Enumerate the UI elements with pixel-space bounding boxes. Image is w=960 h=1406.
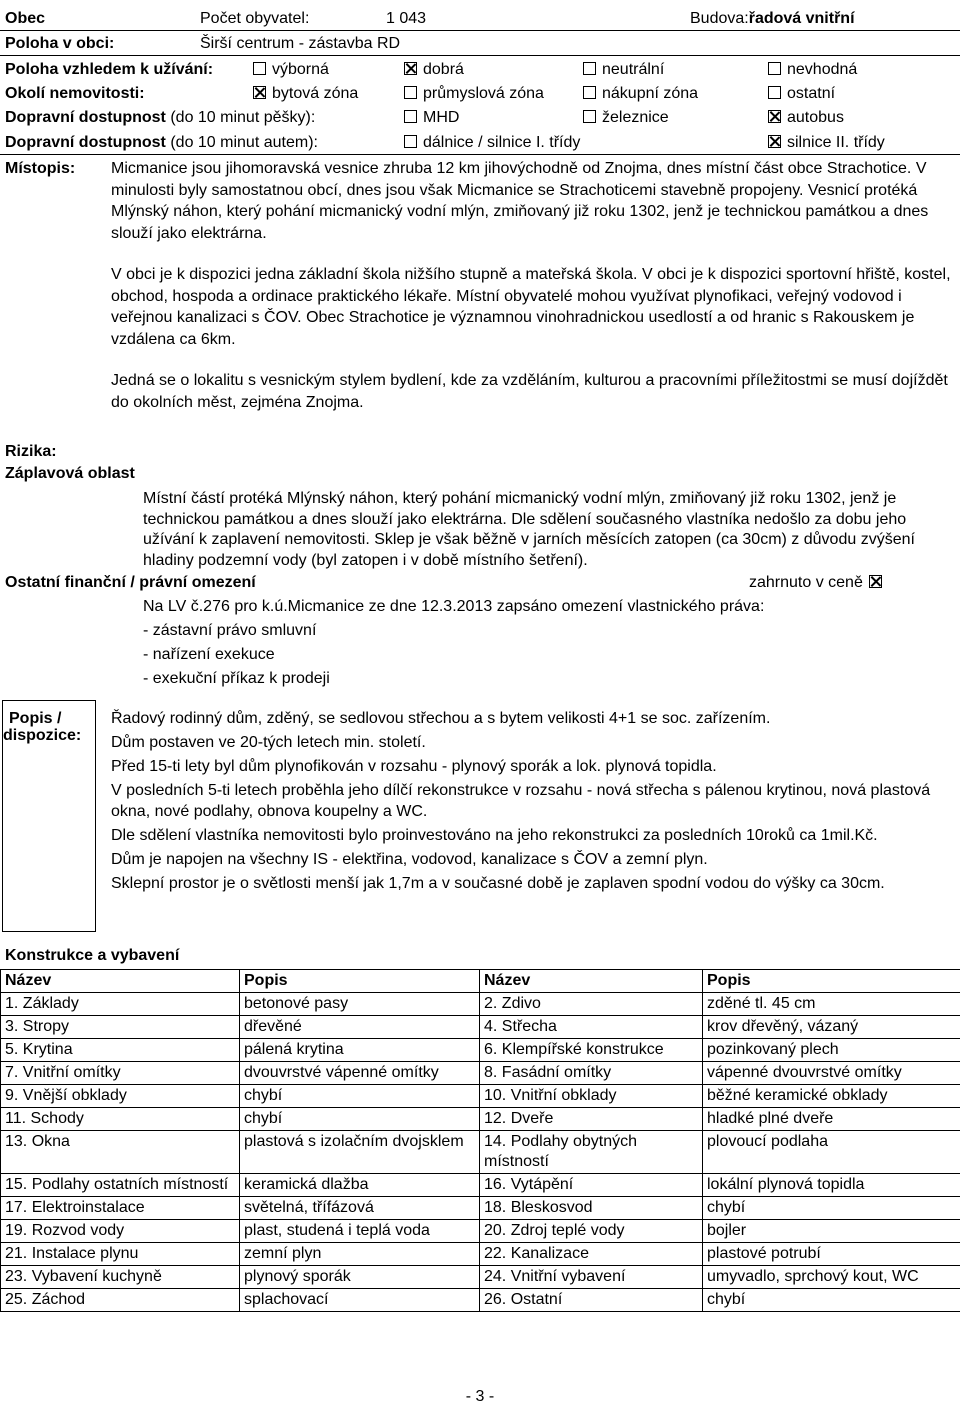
cell-popis: světelná, třífázová [240, 1197, 480, 1220]
popis-line: Dům je napojen na všechny IS - elektřina, vodovod, kanalizace s ČOV a zemní plyn. [111, 851, 708, 868]
checkbox-icon[interactable] [404, 86, 417, 99]
cell-nazev: 5. Krytina [1, 1039, 240, 1062]
checkbox-icon[interactable] [404, 110, 417, 123]
poloha-label: Poloha v obci: [5, 35, 115, 52]
option-neutralni[interactable] [583, 60, 664, 80]
checkbox-checked-icon[interactable] [869, 575, 882, 588]
uzivani-label: Poloha vzhledem k užívání: [5, 61, 214, 78]
zaplavova-text [143, 489, 951, 571]
popis-text [111, 708, 951, 894]
option-zeleznice[interactable] [583, 108, 669, 128]
option-autobus[interactable] [768, 108, 844, 128]
konstrukce-table [0, 969, 960, 1312]
cell-popis: dřevěné [240, 1016, 480, 1039]
cell-nazev: 24. Vnitřní vybavení [480, 1266, 703, 1289]
ostatni-omezeni-label: Ostatní finanční / právní omezení [5, 574, 256, 591]
mistopis-text [111, 158, 951, 413]
checkbox-checked-icon[interactable] [253, 86, 266, 99]
option-vyborna[interactable] [253, 60, 329, 80]
cell-popis: plastová s izolačním dvojsklem [240, 1131, 480, 1174]
table-row [1, 1174, 960, 1197]
option-bytova-zona[interactable] [253, 84, 358, 104]
checkbox-checked-icon[interactable] [768, 135, 781, 148]
pocet-value: 1 043 [386, 10, 427, 27]
cell-popis: krov dřevěný, vázaný [703, 1016, 960, 1039]
cell-nazev: 21. Instalace plynu [1, 1243, 240, 1266]
cell-nazev: 22. Kanalizace [480, 1243, 703, 1266]
cell-nazev: 23. Vybavení kuchyně [1, 1266, 240, 1289]
option-label: dálnice / silnice I. třídy [423, 134, 581, 151]
mistopis-label: Místopis: [5, 160, 76, 177]
mistopis-paragraph: Micmanice jsou jihomoravská vesnice zhruba 12 km jihovýchodně od Znojma, dnes místní část obce Strachotice. V minulosti byly samostatnou obcí, dnes jsou však Micmanice se Strachoticemi stavebně propojeny. Vesnicí protéká Mlýnský náhon, který pohání micmanický vodní mlýn, zmiňovaný již roku 1302, jenž je technickou památkou a dnes slouží jako elektrárna. [111, 160, 929, 242]
table-row [1, 1062, 960, 1085]
cell-popis: zděné tl. 45 cm [703, 993, 960, 1016]
cell-nazev: 11. Schody [1, 1108, 240, 1131]
cell-popis: dvouvrstvé vápenné omítky [240, 1062, 480, 1085]
cell-nazev: 6. Klempířské konstrukce [480, 1039, 703, 1062]
cell-nazev: 8. Fasádní omítky [480, 1062, 703, 1085]
table-row [1, 1039, 960, 1062]
option-label: železnice [602, 109, 669, 126]
mistopis-paragraph: V obci je k dispozici jedna základní škola nižšího stupně a mateřská škola. V obci je k dispozici sportovní hřiště, kostel, obchod, hospoda a ordinace praktického lékaře. Místní obyvatelé mohou využívat plynofikaci, veřejný vodovod i veřejnou kanalizaci s ČOV. Obec Strachotice je významnou vinohradnickou usedlostí a od hranic s Rakouskem je vzdálena ca 6km. [111, 266, 951, 348]
checkbox-icon[interactable] [583, 86, 596, 99]
option-label: MHD [423, 109, 460, 126]
table-row [1, 1108, 960, 1131]
divider [0, 55, 960, 56]
cell-nazev: 20. Zdroj teplé vody [480, 1220, 703, 1243]
checkbox-checked-icon[interactable] [768, 110, 781, 123]
cell-nazev: 17. Elektroinstalace [1, 1197, 240, 1220]
rizika-label: Rizika: [5, 443, 57, 460]
header-nazev: Název [480, 970, 703, 993]
zahrnuto-v-cene[interactable] [749, 573, 888, 593]
divider [0, 30, 960, 31]
table-row [1, 1220, 960, 1243]
konstrukce-title: Konstrukce a vybavení [5, 947, 180, 964]
checkbox-icon[interactable] [583, 110, 596, 123]
zaplavova-label: Záplavová oblast [5, 465, 135, 482]
popis-line: V posledních 5-ti letech proběhla jeho dílčí rekonstrukce v rozsahu - nová střecha s pálenou krytinou, nová plastová okna, nové podlahy, obnova koupelny a WC. [111, 782, 931, 820]
option-label: nákupní zóna [602, 85, 699, 102]
pocet-label: Počet obyvatel: [200, 10, 310, 27]
checkbox-icon[interactable] [253, 62, 266, 75]
okoli-label: Okolí nemovitosti: [5, 85, 145, 102]
cell-nazev: 25. Záchod [1, 1289, 240, 1312]
table-row [1, 1243, 960, 1266]
cell-popis: chybí [240, 1108, 480, 1131]
option-label: výborná [272, 61, 329, 78]
checkbox-icon[interactable] [583, 62, 596, 75]
cell-popis: plynový sporák [240, 1266, 480, 1289]
omezeni-line: - exekuční příkaz k prodeji [143, 670, 330, 687]
option-dalnice[interactable] [404, 133, 580, 153]
header-popis: Popis [240, 970, 480, 993]
popis-line: Před 15-ti lety byl dům plynofikován v rozsahu - plynový sporák a lok. plynová topidla. [111, 758, 717, 775]
table-row [1, 1016, 960, 1039]
cell-nazev: 13. Okna [1, 1131, 240, 1174]
cell-popis: hladké plné dveře [703, 1108, 960, 1131]
cell-nazev: 10. Vnitřní obklady [480, 1085, 703, 1108]
header-popis: Popis [703, 970, 960, 993]
cell-popis: lokální plynová topidla [703, 1174, 960, 1197]
budova-label: Budova: [690, 10, 749, 27]
checkbox-icon[interactable] [768, 86, 781, 99]
table-row [1, 1085, 960, 1108]
zaplavova-paragraph: Místní částí protéká Mlýnský náhon, který pohání micmanický vodní mlýn, zmiňovaný již roku 1302, jenž je technickou památkou a dnes slouží jako elektrárna. Dle sdělení současného vlastníka nedošlo za dobu jeho užívání k zaplavení nemovitosti. Sklep je však běžně v jarních měsících zatopen (ca 30cm) z důvodu zvýšení hladiny podzemní vody (byl zatopen i v době místního šetření). [143, 490, 915, 569]
cell-nazev: 2. Zdivo [480, 993, 703, 1016]
cell-nazev: 3. Stropy [1, 1016, 240, 1039]
page-number: - 3 - [465, 1388, 495, 1405]
budova-field [690, 9, 855, 29]
option-label: dobrá [423, 61, 464, 78]
label-bold: Dopravní dostupnost [5, 109, 166, 126]
table-row [1, 1289, 960, 1312]
cell-popis: pálená krytina [240, 1039, 480, 1062]
popis-line: Dům postaven ve 20-tých letech min. století. [111, 734, 426, 751]
cell-nazev: 12. Dveře [480, 1108, 703, 1131]
divider [0, 154, 960, 155]
cell-nazev: 18. Bleskosvod [480, 1197, 703, 1220]
cell-popis: běžné keramické obklady [703, 1085, 960, 1108]
cell-nazev: 16. Vytápění [480, 1174, 703, 1197]
cell-popis: zemní plyn [240, 1243, 480, 1266]
option-label: bytová zóna [272, 85, 359, 102]
cell-popis: chybí [240, 1085, 480, 1108]
option-nakupni-zona[interactable] [583, 84, 698, 104]
option-silnice-ii[interactable] [768, 133, 885, 153]
poloha-value: Širší centrum - zástavba RD [200, 35, 401, 52]
budova-value: řadová vnitřní [748, 10, 855, 27]
table-row [1, 993, 960, 1016]
dostupnost-autem-label [5, 133, 318, 153]
option-label: neutrální [602, 61, 665, 78]
obec-label: Obec [5, 10, 46, 27]
cell-popis: keramická dlažba [240, 1174, 480, 1197]
cell-popis: chybí [703, 1289, 960, 1312]
checkbox-icon[interactable] [768, 62, 781, 75]
cell-nazev: 26. Ostatní [480, 1289, 703, 1312]
cell-popis: pozinkovaný plech [703, 1039, 960, 1062]
cell-popis: plovoucí podlaha [703, 1131, 960, 1174]
popis-line: Sklepní prostor je o světlosti menší jak 1,7m a v současné době je zaplaven spodní vodou do výšky ca 30cm. [111, 875, 885, 892]
cell-popis: bojler [703, 1220, 960, 1243]
option-mhd[interactable] [404, 108, 459, 128]
checkbox-checked-icon[interactable] [404, 62, 417, 75]
cell-popis: splachovací [240, 1289, 480, 1312]
popis-line: Dle sdělení vlastníka nemovitosti bylo proinvestováno na jeho rekonstrukci za posledních 10roků ca 1mil.Kč. [111, 827, 878, 844]
cell-nazev: 15. Podlahy ostatních místností [1, 1174, 240, 1197]
cell-nazev: 4. Střecha [480, 1016, 703, 1039]
option-label: ostatní [787, 85, 836, 102]
checkbox-icon[interactable] [404, 135, 417, 148]
option-dobra[interactable] [404, 60, 464, 80]
cell-nazev: 7. Vnitřní omítky [1, 1062, 240, 1085]
popis-label-line2: dispozice: [3, 727, 82, 744]
table-header-row [1, 970, 960, 993]
option-label: autobus [787, 109, 844, 126]
omezeni-line: - zástavní právo smluvní [143, 622, 317, 639]
option-nevhodna[interactable] [768, 60, 857, 80]
cell-popis: vápenné dvouvrstvé omítky [703, 1062, 960, 1085]
zahrnuto-label: zahrnuto v ceně [749, 574, 863, 591]
dostupnost-pesky-label [5, 108, 315, 128]
cell-nazev: 9. Vnější obklady [1, 1085, 240, 1108]
label-rest: (do 10 minut pěšky): [165, 109, 316, 126]
option-label: silnice II. třídy [787, 134, 885, 151]
option-label: nevhodná [787, 61, 858, 78]
option-label: průmyslová zóna [423, 85, 544, 102]
cell-nazev: 14. Podlahy obytných místností [480, 1131, 703, 1174]
label-rest: (do 10 minut autem): [165, 134, 318, 151]
table-row [1, 1266, 960, 1289]
mistopis-paragraph: Jedná se o lokalitu s vesnickým stylem bydlení, kde za vzděláním, kulturou a pracovními příležitostmi se musí dojíždět do okolních měst, zejména Znojma. [111, 372, 948, 411]
header-nazev: Název [1, 970, 240, 993]
omezeni-line: Na LV č.276 pro k.ú.Micmanice ze dne 12.3.2013 zapsáno omezení vlastnického práva: [143, 598, 765, 615]
popis-label-box [2, 700, 96, 932]
popis-label-line1: Popis / [9, 710, 62, 727]
label-bold: Dopravní dostupnost [5, 134, 166, 151]
cell-popis: umyvadlo, sprchový kout, WC [703, 1266, 960, 1289]
table-row [1, 1131, 960, 1174]
cell-popis: plast, studená i teplá voda [240, 1220, 480, 1243]
cell-nazev: 19. Rozvod vody [1, 1220, 240, 1243]
option-prumyslova-zona[interactable] [404, 84, 544, 104]
cell-popis: betonové pasy [240, 993, 480, 1016]
cell-nazev: 1. Základy [1, 993, 240, 1016]
popis-line: Řadový rodinný dům, zděný, se sedlovou střechou a s bytem velikosti 4+1 se soc. zařízením. [111, 710, 771, 727]
table-row [1, 1197, 960, 1220]
cell-popis: chybí [703, 1197, 960, 1220]
omezeni-line: - nařízení exekuce [143, 646, 275, 663]
cell-popis: plastové potrubí [703, 1243, 960, 1266]
option-ostatni[interactable] [768, 84, 835, 104]
